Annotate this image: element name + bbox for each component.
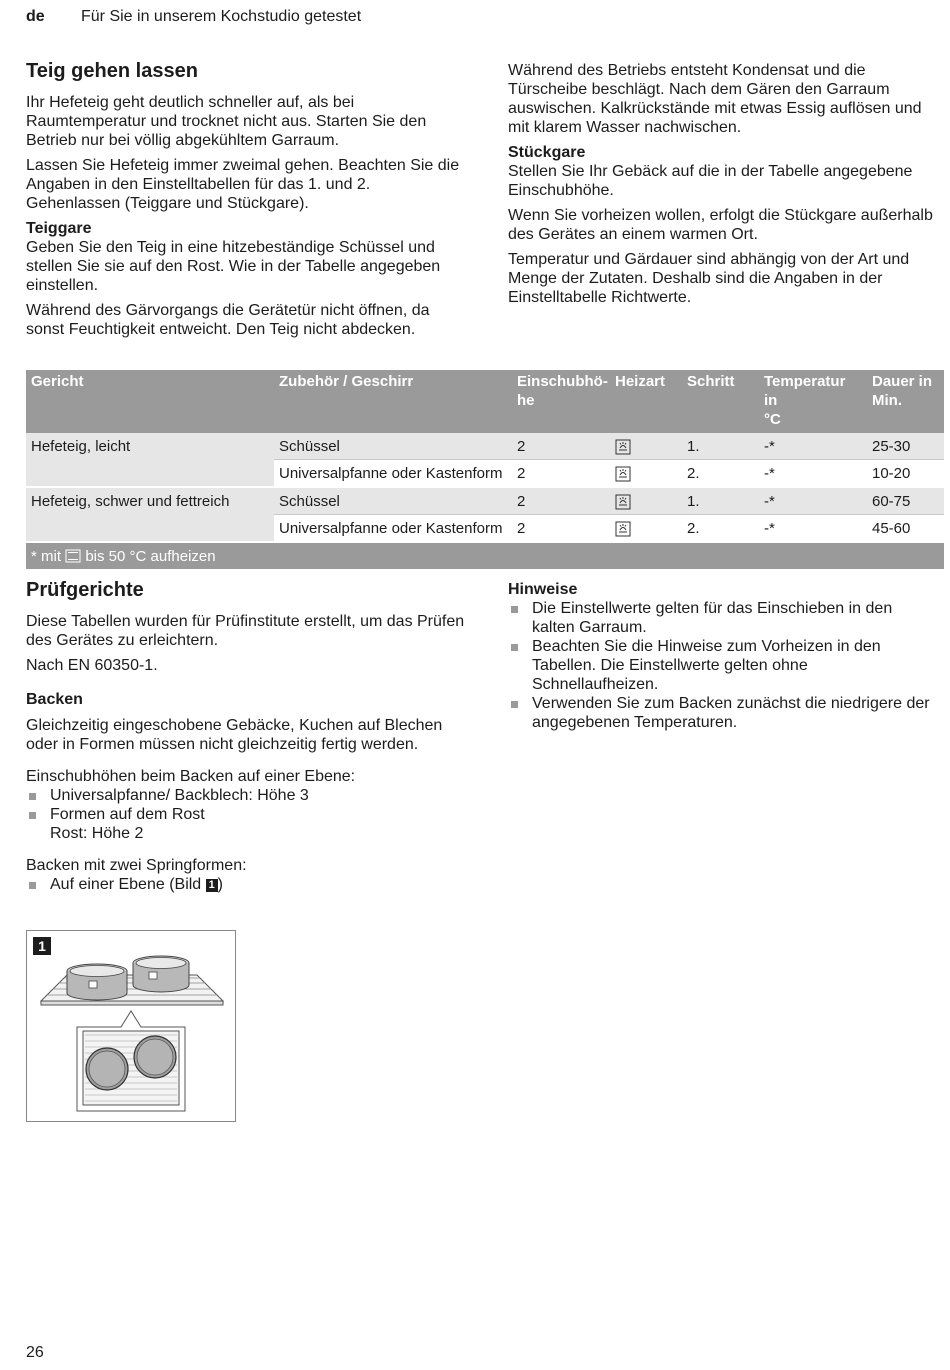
- cell-dauer: 10-20: [867, 460, 944, 488]
- proofing-icon: [615, 466, 631, 482]
- paragraph: Geben Sie den Teig in eine hitzebeständige Schüssel und stellen Sie sie auf den Rost. Wie in der Tabelle angegeben einstellen.: [26, 239, 441, 294]
- list-item-text: ): [217, 876, 223, 893]
- paragraph: Wenn Sie vorheizen wollen, erfolgt die Stückgare außerhalb des Gerätes an einem warmen Ort.: [508, 207, 933, 243]
- paragraph: Stellen Sie Ihr Gebäck auf die in der Tabelle angegebene Einschubhöhe.: [508, 163, 913, 199]
- cell-einschub: 2: [512, 433, 610, 460]
- cell-einschub: 2: [512, 460, 610, 488]
- column-header-temperatur: [759, 370, 867, 433]
- header-line: Temperatur in: [764, 373, 846, 409]
- header-line: Min.: [872, 392, 902, 409]
- list-item: [26, 805, 466, 843]
- cell-heizart: [610, 433, 682, 460]
- cell-schritt: 1.: [682, 487, 759, 515]
- cell-zubehoer: Schüssel: [274, 433, 512, 460]
- table-footnote-row: [26, 542, 944, 569]
- hinweise-list: [508, 599, 933, 732]
- paragraph: Temperatur und Gärdauer sind abhängig von der Art und Menge der Zutaten. Deshalb sind die Angaben in der Einstelltabelle Richtwerte.: [508, 251, 910, 306]
- figure-springforms: [26, 930, 236, 1122]
- section-hinweise: [508, 580, 933, 732]
- header-line: he: [517, 392, 535, 409]
- list-item: Die Einstellwerte gelten für das Einschieben in den kalten Garraum.: [508, 599, 933, 637]
- header-line: Einschubhö-: [517, 373, 608, 390]
- column-header-zubehoer: Zubehör / Geschirr: [274, 370, 512, 433]
- subheading-stueckgare: Stückgare: [508, 144, 586, 161]
- cell-einschub: 2: [512, 515, 610, 543]
- column-header-einschub: [512, 370, 610, 433]
- paragraph: Diese Tabellen wurden für Prüfinstitute erstellt, um das Prüfen des Gerätes zu erleichtern.: [26, 613, 465, 649]
- table-row: [26, 460, 944, 488]
- list-item: Universalpfanne/ Backblech: Höhe 3: [26, 786, 466, 805]
- cell-zubehoer: Universalpfanne oder Kastenform: [274, 515, 512, 543]
- table-row: [26, 515, 944, 543]
- cell-gericht: Hefeteig, schwer und fettreich: [26, 487, 274, 515]
- section-title: Teig gehen lassen: [26, 60, 198, 82]
- page-header-title: Für Sie in unserem Kochstudio getestet: [81, 8, 362, 25]
- list-item-line: Formen auf dem Rost: [50, 806, 205, 823]
- language-code: de: [26, 8, 45, 25]
- list-item: Verwenden Sie zum Backen zunächst die niedrigere der angegebenen Temperaturen.: [508, 694, 933, 732]
- cell-gericht: [26, 515, 274, 543]
- column-header-schritt: Schritt: [682, 370, 759, 433]
- cell-einschub: 2: [512, 487, 610, 515]
- header-line: °C: [764, 411, 781, 428]
- cell-temperatur: -*: [759, 433, 867, 460]
- cell-temperatur: -*: [759, 515, 867, 543]
- proofing-icon: [615, 494, 631, 510]
- header-line: Dauer in: [872, 373, 933, 390]
- paragraph: Einschubhöhen beim Backen auf einer Ebene:: [26, 768, 356, 785]
- springform-list: [26, 875, 466, 894]
- section-teig-left: [26, 60, 466, 339]
- list-item: Beachten Sie die Hinweise zum Vorheizen in den Tabellen. Die Einstellwerte gelten ohne Schnellaufheizen.: [508, 637, 933, 694]
- cell-heizart: [610, 515, 682, 543]
- section-title: Prüfgerichte: [26, 579, 144, 601]
- subheading-teiggare: Teiggare: [26, 220, 92, 237]
- table-row: [26, 487, 944, 515]
- paragraph: Nach EN 60350-1.: [26, 657, 158, 674]
- cell-gericht: Hefeteig, leicht: [26, 433, 274, 460]
- cell-zubehoer: Schüssel: [274, 487, 512, 515]
- cell-dauer: 25-30: [867, 433, 944, 460]
- section-teig-right: [508, 61, 933, 307]
- settings-table: [26, 370, 944, 569]
- column-header-dauer: [867, 370, 944, 433]
- paragraph: Gleichzeitig eingeschobene Gebäcke, Kuchen auf Blechen oder in Formen müssen nicht gleichzeitig fertig werden.: [26, 717, 443, 753]
- cell-heizart: [610, 487, 682, 515]
- subheading-backen: Backen: [26, 691, 83, 708]
- column-header-gericht: Gericht: [26, 370, 274, 433]
- figure-badge: 1: [33, 937, 51, 955]
- cell-dauer: 60-75: [867, 487, 944, 515]
- page-number: 26: [26, 1344, 44, 1361]
- table-row: [26, 433, 944, 460]
- section-pruefgerichte-left: [26, 579, 466, 894]
- table-footnote: [26, 542, 944, 569]
- einschub-list: [26, 786, 466, 843]
- paragraph: Während des Gärvorgangs die Gerätetür nicht öffnen, da sonst Feuchtigkeit entweicht. Den Teig nicht abdecken.: [26, 302, 430, 338]
- list-item-text: Auf einer Ebene (Bild: [50, 876, 206, 893]
- cell-dauer: 45-60: [867, 515, 944, 543]
- paragraph: Lassen Sie Hefeteig immer zweimal gehen. Beachten Sie die Angaben in den Einstelltabellen für das 1. und 2. Gehenlassen (Teiggare und Stückgare).: [26, 157, 460, 212]
- springform-illustration: [27, 931, 235, 1121]
- top-bottom-heat-icon: [65, 549, 81, 563]
- paragraph: Backen mit zwei Springformen:: [26, 857, 247, 874]
- cell-schritt: 2.: [682, 515, 759, 543]
- proofing-icon: [615, 521, 631, 537]
- footnote-text: bis 50 °C aufheizen: [85, 547, 216, 565]
- figure-reference-badge: 1: [206, 879, 218, 892]
- cell-zubehoer: Universalpfanne oder Kastenform: [274, 460, 512, 488]
- list-item-line: Rost: Höhe 2: [50, 825, 144, 842]
- subheading-hinweise: Hinweise: [508, 581, 578, 598]
- cell-schritt: 1.: [682, 433, 759, 460]
- proofing-icon: [615, 439, 631, 455]
- paragraph: Ihr Hefeteig geht deutlich schneller auf, als bei Raumtemperatur und trocknet nicht aus. Starten Sie den Betrieb nur bei völlig abgekühltem Garraum.: [26, 94, 427, 149]
- column-header-heizart: Heizart: [610, 370, 682, 433]
- cell-gericht: [26, 460, 274, 488]
- footnote-text: * mit: [31, 547, 61, 565]
- table-header-row: [26, 370, 944, 433]
- cell-temperatur: -*: [759, 460, 867, 488]
- paragraph: Während des Betriebs entsteht Kondensat und die Türscheibe beschlägt. Nach dem Gären den Garraum auswischen. Kalkrückstände mit etwas Essig auflösen und mit klarem Wasser nachwischen.: [508, 62, 922, 136]
- cell-heizart: [610, 460, 682, 488]
- list-item: [26, 875, 466, 894]
- cell-schritt: 2.: [682, 460, 759, 488]
- cell-temperatur: -*: [759, 487, 867, 515]
